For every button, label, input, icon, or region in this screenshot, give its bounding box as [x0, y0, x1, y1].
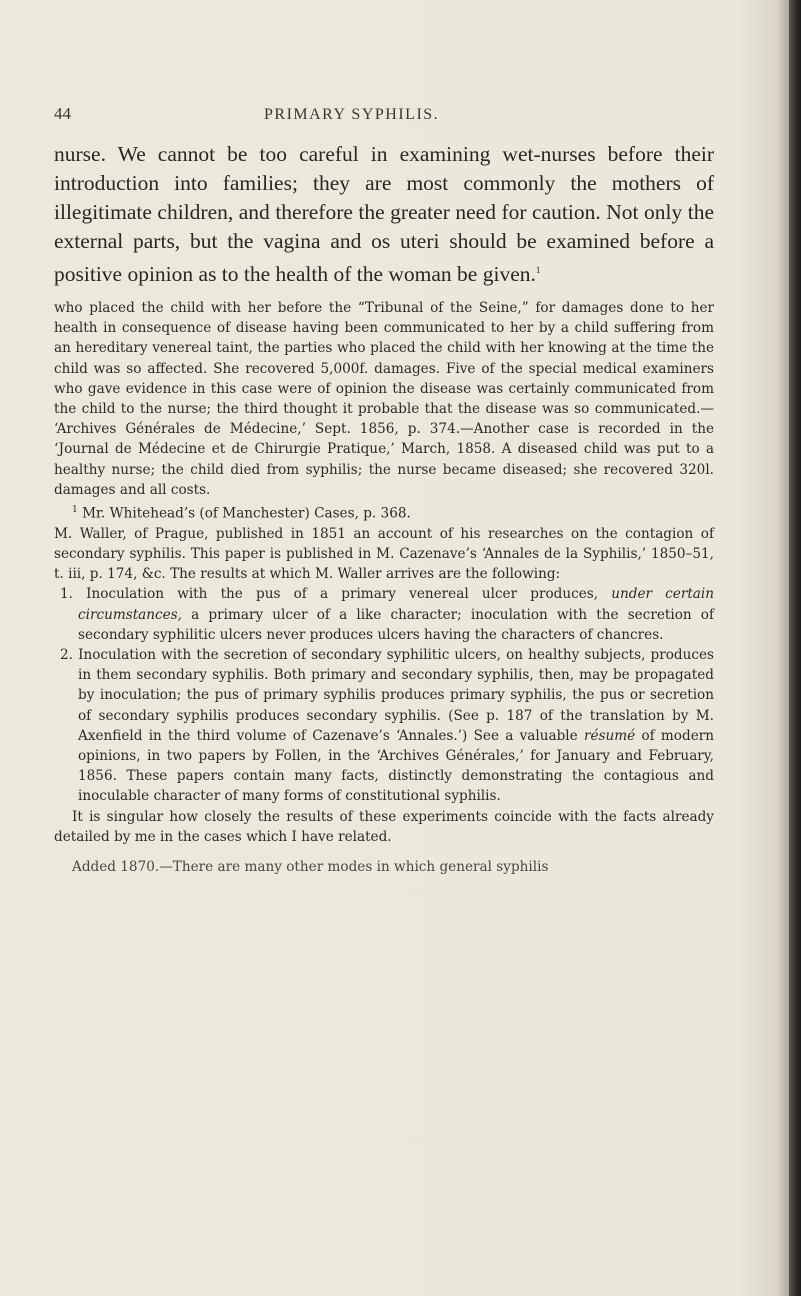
result-item-1 — [54, 584, 714, 645]
footnote-1 — [54, 500, 714, 524]
main-text: nurse. We cannot be too careful in examining wet-nurses before their introduction into families; they are most commonly the mothers of illegitimate children, and therefore the greater need for caution. Not only the external parts, but the vagina and os uteri should be examined before a positive opinion as to the health of the woman be given. — [54, 142, 714, 287]
page-header — [54, 104, 694, 134]
result-item-1-text-a: Inoculation with the pus of a primary venereal ulcer produces, — [86, 586, 599, 603]
result-item-2-italic: résumé — [583, 727, 636, 744]
result-item-2-text-a: Inoculation with the secretion of secondary syphilitic ulcers, on healthy subjects, produces in them secondary syphilis. Both primary and secondary syphilis, then, may be propagated by inoculation; the pus of primary syphilis produces primary syphilis, the pus or secretion of secondary syphilis produces secondary syphilis. (See p. 187 of the translation by M. Axenfield in the third volume of Cazenave’s ‘Annales.’) See a valuable — [78, 646, 714, 744]
result-item-1-number: 1. — [60, 586, 73, 603]
closing-remark: It is singular how closely the results of these experiments coincide with the facts already detailed by me in the cases which I have related. — [54, 808, 714, 845]
result-item-2 — [54, 645, 714, 807]
added-1870-note: Added 1870.—There are many other modes in which general syphilis — [72, 859, 549, 876]
result-item-2-text-b: of modern opinions, in two papers by Follen, in the ‘Archives Générales,’ for January and February, 1856. These papers contain many facts, distinctly demonstrating the contagious and inoculable character of many forms of constitutional syphilis. — [78, 727, 714, 805]
footnotes — [54, 298, 714, 877]
result-item-1-text-b: a primary ulcer of a like character; inoculation with the secretion of secondary syphilitic ulcers never produces ulcers having the characters of chancres. — [78, 606, 714, 643]
result-item-2-number: 2. — [60, 646, 73, 663]
result-item-1-italic: under certain circumstances, — [78, 586, 714, 623]
footnote-1-marker: 1 — [72, 505, 78, 516]
main-paragraph — [54, 140, 714, 289]
page-number: 44 — [54, 104, 71, 123]
footnote-1-text: Mr. Whitehead’s (of Manchester) Cases, p. 368. — [82, 505, 411, 522]
book-spine-shadow — [789, 0, 801, 1296]
footnote-marker: 1 — [535, 265, 541, 275]
running-head: PRIMARY SYPHILIS. — [264, 106, 440, 123]
waller-intro: M. Waller, of Prague, published in 1851 an account of his researches on the contagion of secondary syphilis. This paper is published in M. Cazenave’s ‘Annales de la Syphilis,’ 1850–51, t. iii, p. 174, &c. The results at which M. Waller arrives are the following: — [54, 525, 714, 583]
footnote-continuation: who placed the child with her before the “Tribunal of the Seine,” for damages done to her health in consequence of disease having been communicated to her by a child suffering from an hereditary venereal taint, the parties who placed the child with her knowing at the time the child was so affected. She recovered 5,000f. damages. Five of the special medical examiners who gave evidence in this case were of opinion the disease was certainly communicated from the child to the nurse; the third thought it probable that the disease was so communicated.— ‘Archives Générales de Médecine,’ Sept. 1856, p. 374.—Another case is recorded in the ‘Journal de Médecine et de Chirurgie Pratique,’ March, 1858. A diseased child was put to a healthy nurse; the child died from syphilis; the nurse became diseased; she recovered 320l. damages and all costs. — [54, 300, 714, 498]
